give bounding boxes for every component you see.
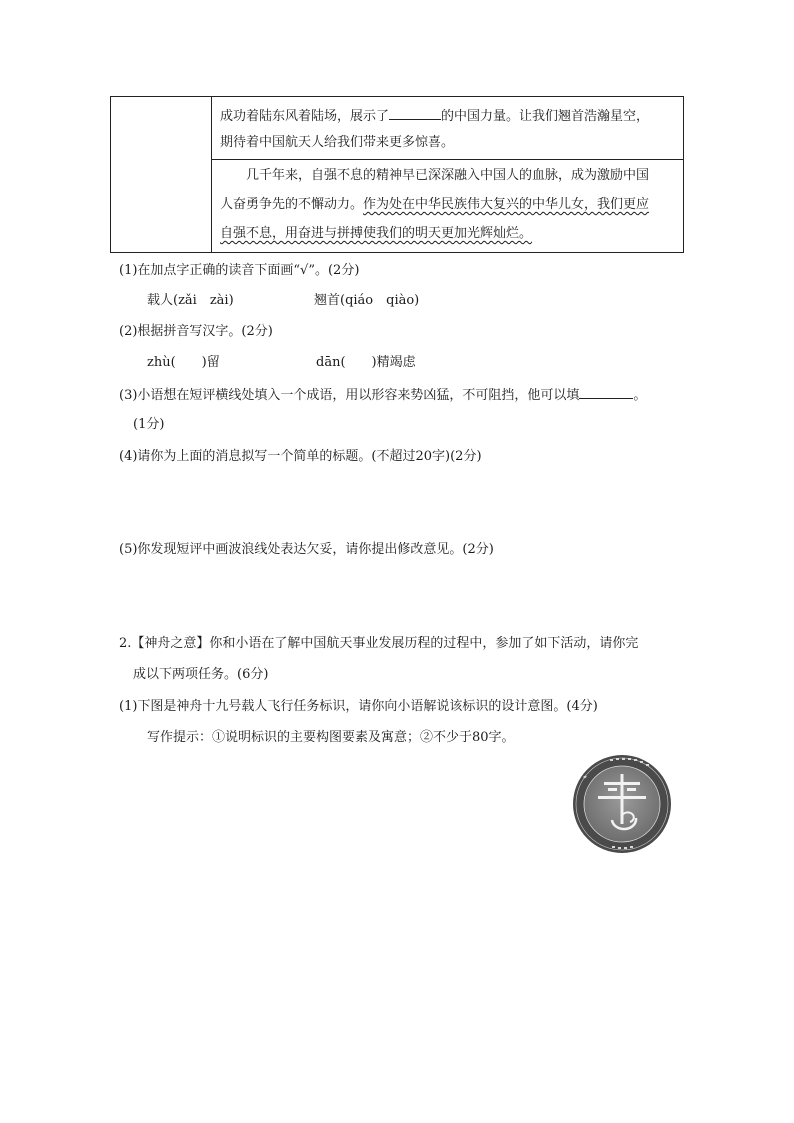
commentary-line-2 [220, 196, 649, 214]
question-3-period: 。 [633, 388, 647, 403]
commentary-line-3 [220, 225, 532, 243]
question-2: (2)根据拼音写汉字。(2分) [119, 324, 273, 339]
section-2-line-1: 2.【神舟之意】你和小语在了解中国航天事业发展历程的过程中，参加了如下活动，请你完 [119, 636, 639, 651]
question-3-answer-blank [579, 386, 633, 399]
question-1-option-b: 翘首(qiáo qiào) [314, 293, 420, 308]
commentary-line-3-wavy: 自强不息，用奋进与拼搏使我们的明天更加光辉灿烂。 [220, 226, 533, 241]
question-5: (5)你发现短评中画波浪线处表达欠妥，请你提出修改意见。(2分) [119, 542, 494, 557]
commentary-line-2-plain: 人奋勇争先的不懈动力。 [220, 197, 364, 212]
question-1-option-a: 载人(zǎi zài) [147, 293, 234, 308]
news-commentary-table [110, 96, 684, 253]
news-line-1 [220, 107, 649, 126]
question-2-item-a: zhù( )留 [147, 355, 220, 370]
question-3-score: (1分) [133, 417, 165, 432]
shenzhou-19-mission-emblem-icon [572, 754, 672, 854]
table-left-cell [111, 97, 212, 252]
idiom-blank [389, 107, 441, 120]
question-3 [119, 386, 646, 405]
news-line-2: 期待着中国航天人给我们带来更多惊喜。 [220, 135, 455, 150]
question-1: (1)在加点字正确的读音下面画“√”。(2分) [119, 263, 360, 278]
news-line-1-post: 的中国力量。让我们翘首浩瀚星空， [441, 109, 650, 124]
table-row-news [212, 97, 683, 160]
table-row-commentary [212, 160, 683, 252]
commentary-line-2-wavy: 作为处在中华民族伟大复兴的中华儿女，我们更应 [363, 197, 650, 212]
question-4: (4)请你为上面的消息拟写一个简单的标题。(不超过20字)(2分) [119, 449, 482, 464]
section-2-line-2: 成以下两项任务。(6分) [133, 667, 269, 682]
question-2-item-b: dān( )精竭虑 [316, 355, 416, 370]
section-2-subquestion-1: (1)下图是神舟十九号载人飞行任务标识，请你向小语解说该标识的设计意图。(4分) [119, 699, 598, 714]
question-3-text: (3)小语想在短评横线处填入一个成语，用以形容来势凶猛，不可阻挡，他可以填 [119, 388, 580, 403]
commentary-line-1: 几千年来，自强不息的精神早已深深融入中国人的血脉，成为激励中国 [246, 168, 650, 183]
section-2-writing-hint: 写作提示：①说明标识的主要构图要素及寓意；②不少于80字。 [147, 730, 515, 745]
news-line-1-pre: 成功着陆东风着陆场，展示了 [220, 109, 390, 124]
